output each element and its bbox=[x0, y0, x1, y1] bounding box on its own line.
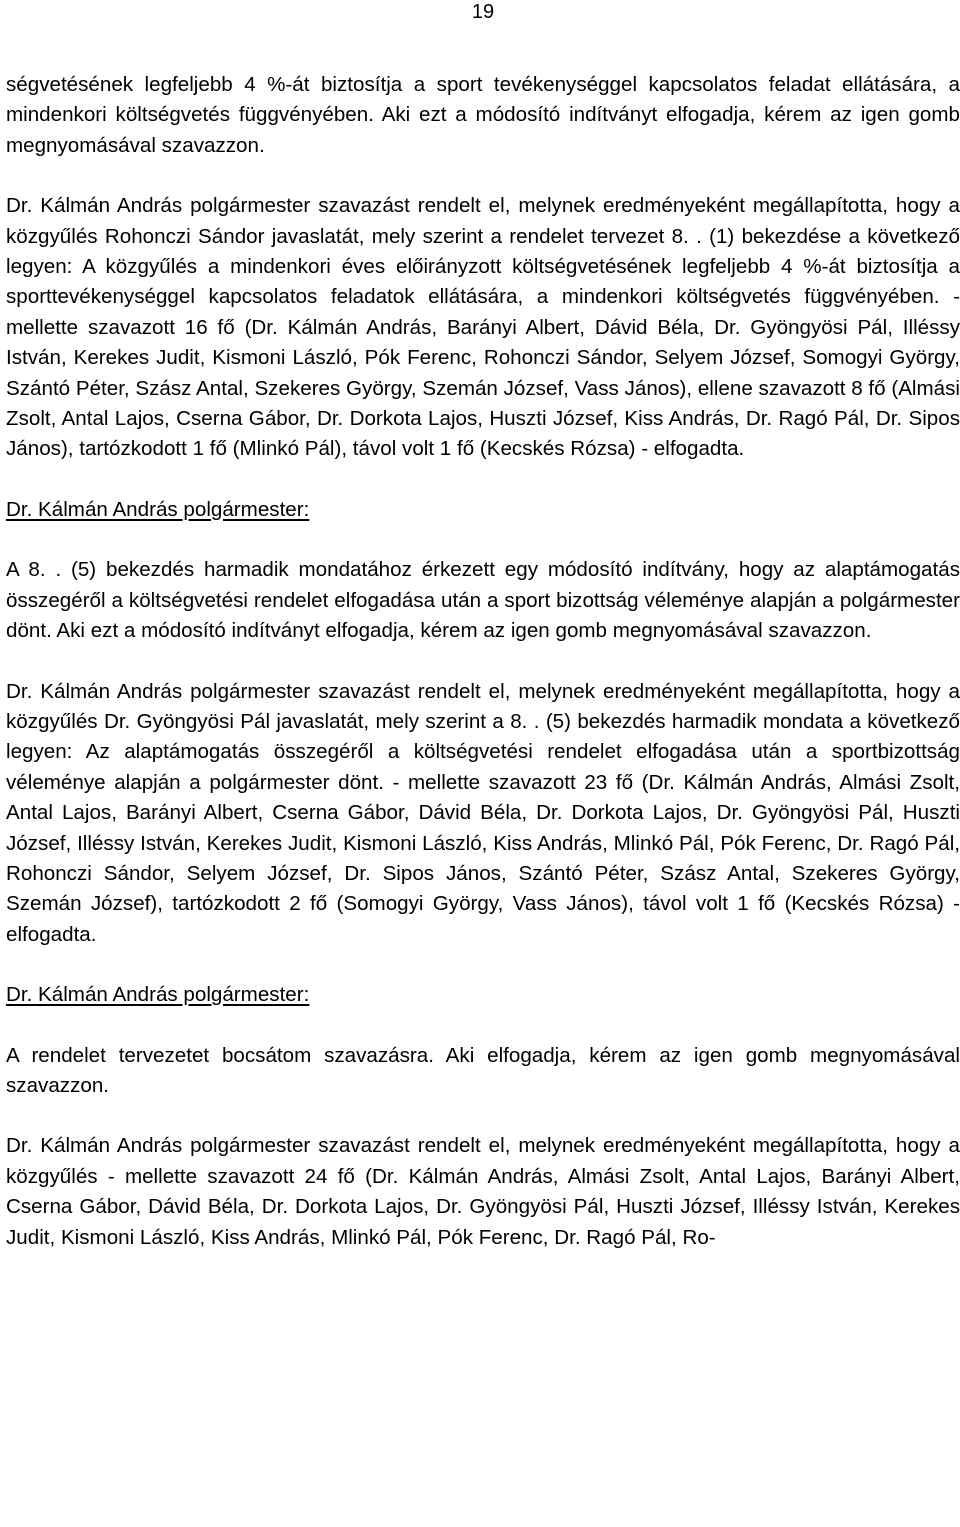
paragraph-gap bbox=[6, 950, 960, 980]
paragraph-gap bbox=[6, 1011, 960, 1041]
page-number: 19 bbox=[471, 1, 495, 23]
paragraph-gap bbox=[6, 1101, 960, 1131]
speaker-heading: Dr. Kálmán András polgármester: bbox=[6, 983, 310, 1007]
paragraph-vote-result-gyongyosi: Dr. Kálmán András polgármester szavazást rendelt el, melynek eredményeként megállapította, hogy a közgyűlés Dr. Gyöngyösi Pál javaslatát, mely szerint a 8. . (5) bekezdés harmadik mondata a következő legyen: Az alaptámogatás összegéről a költségvetési rendelet elfogadása után a sportbizottság véleménye alapján a polgármester dönt. - mellette szavazott 23 fő (Dr. Kálmán András, Almási Zsolt, Antal Lajos, Barányi Albert, Cserna Gábor, Dávid Béla, Dr. Dorkota Lajos, Dr. Gyöngyösi Pál, Huszti József, Illéssy István, Kerekes Judit, Kismoni László, Kiss András, Mlinkó Pál, Pók Ferenc, Dr. Ragó Pál, Rohonczi Sándor, Selyem József, Dr. Sipos János, Szántó Péter, Szász Antal, Szekeres György, Szemán József), tartózkodott 2 fő (Somogyi György, Vass János), távol volt 1 fő (Kecskés Rózsa) - elfogadta. bbox=[6, 679, 960, 946]
paragraph-gap bbox=[6, 647, 960, 677]
paragraph-vote-result-rohonczi: Dr. Kálmán András polgármester szavazást rendelt el, melynek eredményeként megállapította, hogy a közgyűlés Rohonczi Sándor javaslatát, mely szerint a rendelet tervezet 8. . (1) bekezdése a következő legyen: A közgyűlés a mindenkori éves előirányzott költségvetésének legfeljebb 4 %-át biztosítja a sporttevékenységgel kapcsolatos feladatok ellátására, a mindenkori költségvetés függvényében. - mellette szavazott 16 fő (Dr. Kálmán András, Barányi Albert, Dávid Béla, Dr. Gyöngyösi Pál, Illéssy István, Kerekes Judit, Kismoni László, Pók Ferenc, Rohonczi Sándor, Selyem József, Somogyi György, Szántó Péter, Szász Antal, Szekeres György, Szemán József, Vass János), ellene szavazott 8 fő (Almási Zsolt, Antal Lajos, Cserna Gábor, Dr. Dorkota Lajos, Huszti József, Kiss András, Dr. Ragó Pál, Dr. Sipos János), tartózkodott 1 fő (Mlinkó Pál), távol volt 1 fő (Kecskés Rózsa) - elfogadta. bbox=[6, 194, 960, 461]
paragraph-gap bbox=[6, 525, 960, 555]
paragraph-vote-result-final: Dr. Kálmán András polgármester szavazást rendelt el, melynek eredményeként megállapította, hogy a közgyűlés - mellette szavazott 24 fő (Dr. Kálmán András, Almási Zsolt, Antal Lajos, Barányi Albert, Cserna Gábor, Dávid Béla, Dr. Dorkota Lajos, Dr. Gyöngyösi Pál, Huszti József, Illéssy István, Kerekes Judit, Kismoni László, Kiss András, Mlinkó Pál, Pók Ferenc, Dr. Ragó Pál, Ro- bbox=[6, 1134, 960, 1249]
paragraph-gap bbox=[6, 465, 960, 495]
paragraph-amendment-text: ségvetésének legfeljebb 4 %-át biztosítja a sport tevékenységgel kapcsolatos feladat ellátására, a mindenkori költségvetés függvényében. Aki ezt a módosító indítványt elfogadja, kérem az igen gomb megnyomásával szavazzon. bbox=[6, 73, 960, 157]
paragraph-vote-call: A rendelet tervezetet bocsátom szavazásra. Aki elfogadja, kérem az igen gomb megnyomásával szavazzon. bbox=[6, 1043, 960, 1097]
paragraph-gap bbox=[6, 161, 960, 191]
paragraph-amendment-proposal: A 8. . (5) bekezdés harmadik mondatához érkezett egy módosító indítvány, hogy az alaptámogatás összegéről a költségvetési rendelet elfogadása után a sport bizottság véleménye alapján a polgármester dönt. Aki ezt a módosító indítványt elfogadja, kérem az igen gomb megnyomásával szavazzon. bbox=[6, 558, 960, 643]
document-body bbox=[6, 70, 960, 1253]
speaker-heading: Dr. Kálmán András polgármester: bbox=[6, 497, 310, 521]
